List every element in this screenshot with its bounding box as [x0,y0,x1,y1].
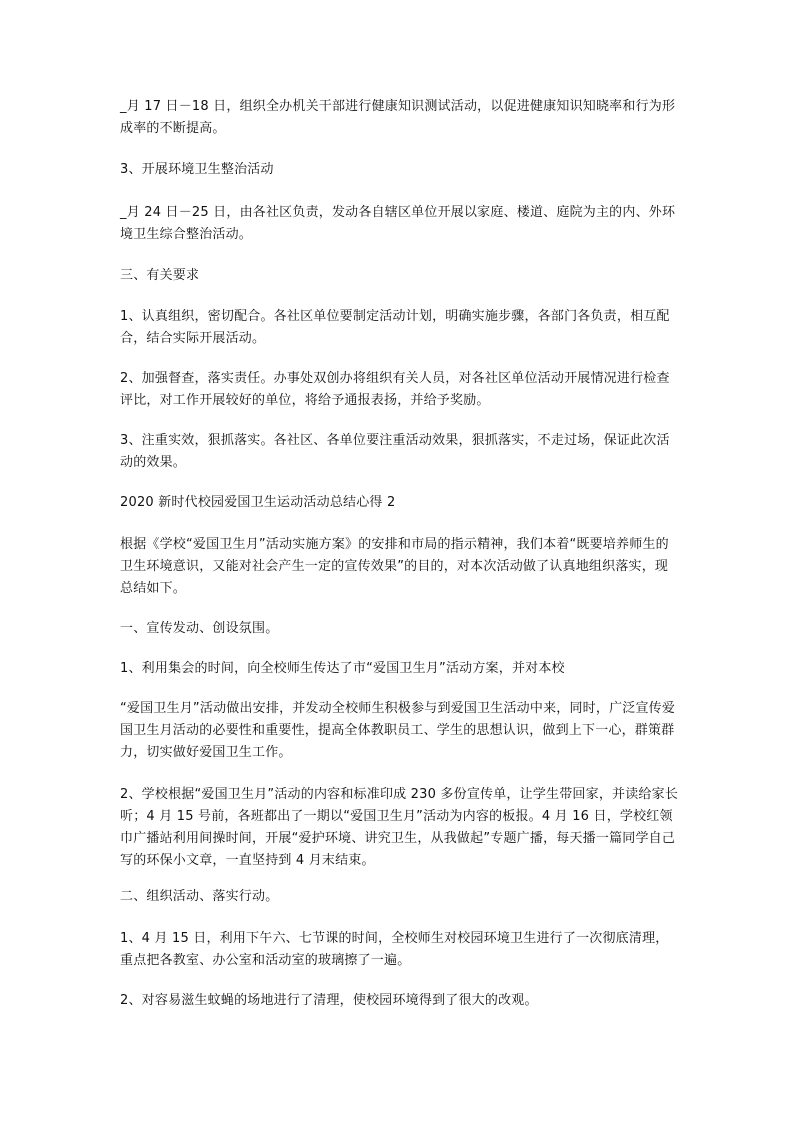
paragraph-community-cleanup: _月 24 日－25 日，由各社区负责，发动各自辖区单位开展以家庭、楼道、庭院为主的内、外环境卫生综合整治活动。 [120,205,676,242]
paragraph-requirement-1: 1、认真组织，密切配合。各社区单位要制定活动计划，明确实施步骤，各部门各负责，相互配合，结合实际开展活动。 [120,309,670,346]
section-title-summary-2: 2020 新时代校园爱国卫生运动活动总结心得 2 [120,495,396,510]
paragraph-summary-intro: 根据《学校“爱国卫生月”活动实施方案》的安排和市局的指示精神，我们本着“既要培养师生的卫生环境意识，又能对社会产生一定的宣传效果”的目的，对本次活动做了认真地组织落实，现总结如下。 [120,537,669,596]
heading-organize-activities: 二、组织活动、落实行动。 [120,889,279,904]
paragraph-health-test: _月 17 日－18 日，组织全办机关干部进行健康知识测试活动，以促进健康知识知晓率和行为形成率的不断提高。 [120,99,676,136]
heading-publicity: 一、宣传发动、创设氛围。 [120,621,279,636]
paragraph-leaflets-broadcast: 2、学校根据“爱国卫生月”活动的内容和标准印成 230 多份宣传单，让学生带回家，并读给家长听；4 月 15 号前，各班都出了一期以“爱国卫生月”活动为内容的板报。4 月 16 日，学校红领巾广播站利用间操时间，开展“爱护环境、讲究卫生，从我做起”专题广播，每天播一篇同学自己写的环保小文章，一直坚持到 4 月末结束。 [120,787,679,868]
paragraph-cleanup-april-15: 1、4 月 15 日，利用下午六、七节课的时间，全校师生对校园环境卫生进行了一次彻底清理，重点把各教室、办公室和活动室的玻璃擦了一遍。 [120,931,669,968]
paragraph-requirement-2: 2、加强督查，落实责任。办事处双创办将组织有关人员，对各社区单位活动开展情况进行检查评比，对工作开展较好的单位，将给予通报表扬，并给予奖励。 [120,371,670,408]
heading-requirements: 三、有关要求 [120,268,200,283]
paragraph-assembly: 1、利用集会的时间，向全校师生传达了市“爱国卫生月”活动方案，并对本校 [120,661,565,676]
paragraph-requirement-3: 3、注重实效，狠抓落实。各社区、各单位要注重活动效果，狠抓落实，不走过场，保证此次活动的效果。 [120,433,670,470]
paragraph-arrangement: “爱国卫生月”活动做出安排，并发动全校师生积极参与到爱国卫生活动中来，同时，广泛宣传爱国卫生月活动的必要性和重要性，提高全体教职员工、学生的思想认识，做到上下一心，群策群力，切实做好爱国卫生工作。 [120,701,676,760]
paragraph-mosquito-cleanup: 2、对容易滋生蚊蝇的场地进行了清理，使校园环境得到了很大的改观。 [120,993,538,1008]
heading-environment-campaign: 3、开展环境卫生整治活动 [120,162,274,177]
